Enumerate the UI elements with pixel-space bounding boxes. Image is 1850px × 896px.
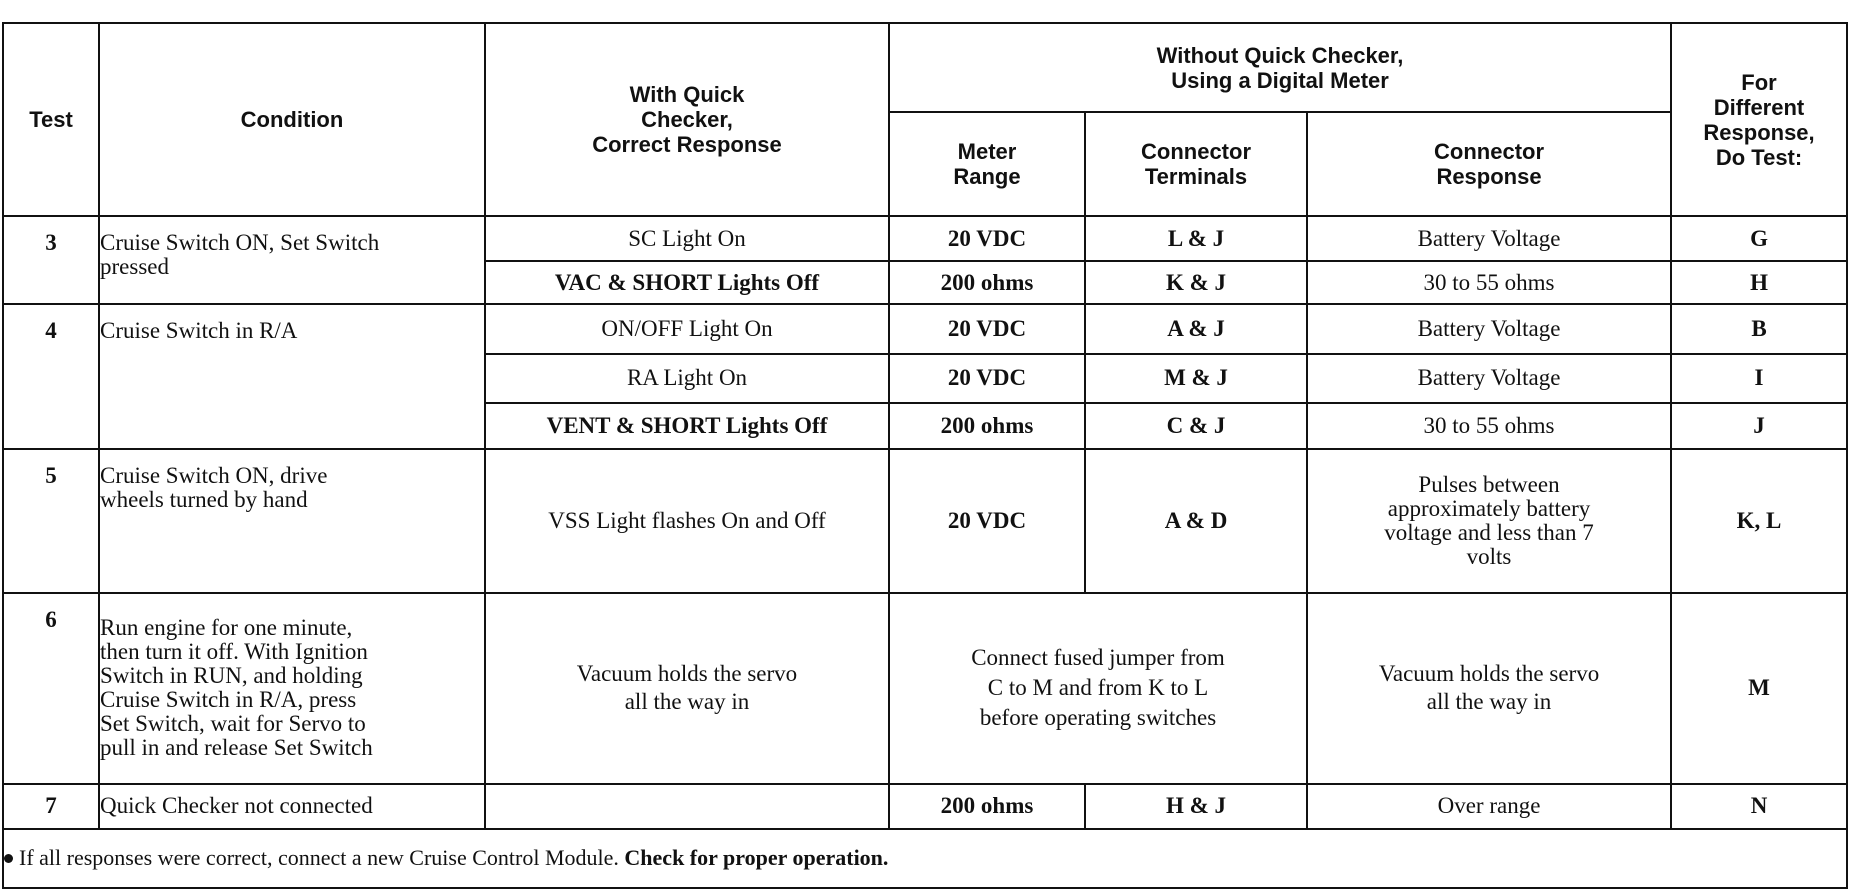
do-test: B <box>1671 304 1847 353</box>
condition-line: wheels turned by hand <box>100 486 308 512</box>
header-quick-checker <box>485 23 889 216</box>
do-test: H <box>1671 261 1847 304</box>
footnote-emphasis: Check for proper operation. <box>624 845 889 871</box>
connector-terminals: K & J <box>1085 261 1307 304</box>
header-connector-terminals-line: Terminals <box>1144 164 1248 190</box>
meter-range: 20 VDC <box>889 304 1085 353</box>
do-test: J <box>1671 403 1847 449</box>
condition-line: Switch in RUN, and holding <box>100 663 363 689</box>
connector-response: 30 to 55 ohms <box>1307 261 1671 304</box>
condition-cell: Cruise Switch in R/A <box>99 304 485 448</box>
header-without-quick-checker <box>889 23 1671 112</box>
do-test: I <box>1671 354 1847 403</box>
header-quick-checker-line: With Quick <box>629 82 745 108</box>
footnote-text: If all responses were correct, connect a new Cruise Control Module. <box>19 845 619 871</box>
condition-line: Run engine for one minute, <box>100 615 353 641</box>
table-row <box>3 593 1847 783</box>
meter-range: 200 ohms <box>889 261 1085 304</box>
condition-cell <box>99 593 485 783</box>
connector-response <box>1307 593 1671 783</box>
condition-line: Cruise Switch ON, Set Switch <box>100 230 380 256</box>
meter-instruction <box>889 593 1307 783</box>
connector-terminals: A & J <box>1085 304 1307 353</box>
connector-terminals: L & J <box>1085 216 1307 261</box>
condition-cell: Quick Checker not connected <box>99 784 485 829</box>
test-number: 5 <box>3 449 99 593</box>
header-connector-terminals-line: Connector <box>1141 139 1251 165</box>
connector-terminals: C & J <box>1085 403 1307 449</box>
header-connector-response-line: Response <box>1436 164 1542 190</box>
test-number: 7 <box>3 784 99 829</box>
header-connector-response-line: Connector <box>1434 139 1545 165</box>
quick-checker-response: SC Light On <box>485 216 889 261</box>
header-for-different-response <box>1671 23 1847 216</box>
quick-checker-response-line: Vacuum holds the servo <box>576 661 798 687</box>
condition-line: Set Switch, wait for Servo to <box>100 711 366 737</box>
connector-response: 30 to 55 ohms <box>1307 403 1671 449</box>
bullet-icon <box>4 854 13 863</box>
header-meter-range-line: Meter <box>957 139 1017 165</box>
header-condition: Condition <box>99 23 485 216</box>
quick-checker-response: VENT & SHORT Lights Off <box>485 403 889 449</box>
header-quick-checker-line: Correct Response <box>592 132 782 158</box>
quick-checker-response: RA Light On <box>485 354 889 403</box>
header-quick-checker-line: Checker, <box>641 107 733 133</box>
header-connector-response <box>1307 112 1671 216</box>
condition-line: Cruise Switch in R/A, press <box>100 687 357 713</box>
header-for-different-response-line: Response, <box>1703 119 1815 145</box>
quick-checker-response-line: all the way in <box>624 689 750 715</box>
header-without-quick-checker-line: Without Quick Checker, <box>1156 42 1404 68</box>
test-number: 6 <box>3 593 99 783</box>
do-test: G <box>1671 216 1847 261</box>
do-test: M <box>1671 593 1847 783</box>
meter-range: 20 VDC <box>889 216 1085 261</box>
table-row <box>3 784 1847 829</box>
connector-terminals: A & D <box>1085 449 1307 593</box>
connector-response <box>1307 449 1671 593</box>
meter-range: 20 VDC <box>889 354 1085 403</box>
header-connector-terminals <box>1085 112 1307 216</box>
header-test: Test <box>3 23 99 216</box>
meter-range: 20 VDC <box>889 449 1085 593</box>
condition-cell <box>99 449 485 593</box>
connector-terminals: H & J <box>1085 784 1307 829</box>
table-row <box>3 449 1847 593</box>
header-meter-range-line: Range <box>953 164 1021 190</box>
footnote-row <box>3 829 1847 888</box>
condition-line: Cruise Switch ON, drive <box>100 462 328 488</box>
do-test: K, L <box>1671 449 1847 593</box>
do-test: N <box>1671 784 1847 829</box>
connector-response: Battery Voltage <box>1307 304 1671 353</box>
connector-response-line: approximately battery <box>1387 495 1591 521</box>
header-meter-range <box>889 112 1085 216</box>
header-row-top <box>3 23 1847 112</box>
condition-line: pressed <box>100 254 169 280</box>
meter-instruction-line: before operating switches <box>979 705 1217 731</box>
quick-checker-response: ON/OFF Light On <box>485 304 889 353</box>
condition-line: then turn it off. With Ignition <box>100 639 368 665</box>
connector-response-line: voltage and less than 7 <box>1384 519 1594 545</box>
connector-response: Battery Voltage <box>1307 354 1671 403</box>
header-without-quick-checker-line: Using a Digital Meter <box>1171 67 1389 93</box>
connector-response-line: Pulses between <box>1418 471 1560 497</box>
quick-checker-response <box>485 593 889 783</box>
footnote <box>3 829 1847 888</box>
test-number: 4 <box>3 304 99 448</box>
connector-terminals: M & J <box>1085 354 1307 403</box>
header-for-different-response-line: Do Test: <box>1715 144 1803 170</box>
condition-cell <box>99 216 485 304</box>
header-for-different-response-line: For <box>1741 69 1777 95</box>
table-row <box>3 216 1847 261</box>
connector-response: Battery Voltage <box>1307 216 1671 261</box>
quick-checker-response <box>485 784 889 829</box>
connector-response: Over range <box>1307 784 1671 829</box>
meter-range: 200 ohms <box>889 784 1085 829</box>
table-row <box>3 304 1847 353</box>
condition-line: pull in and release Set Switch <box>100 735 373 761</box>
connector-response-line: Vacuum holds the servo <box>1378 661 1600 687</box>
connector-response-line: volts <box>1466 543 1512 569</box>
quick-checker-response: VAC & SHORT Lights Off <box>485 261 889 304</box>
test-number: 3 <box>3 216 99 304</box>
header-for-different-response-line: Different <box>1713 94 1805 120</box>
quick-checker-response: VSS Light flashes On and Off <box>485 449 889 593</box>
cruise-control-test-table <box>2 22 1848 889</box>
meter-instruction-line: C to M and from K to L <box>987 675 1209 701</box>
connector-response-line: all the way in <box>1426 689 1552 715</box>
meter-instruction-line: Connect fused jumper from <box>971 645 1225 671</box>
meter-range: 200 ohms <box>889 403 1085 449</box>
